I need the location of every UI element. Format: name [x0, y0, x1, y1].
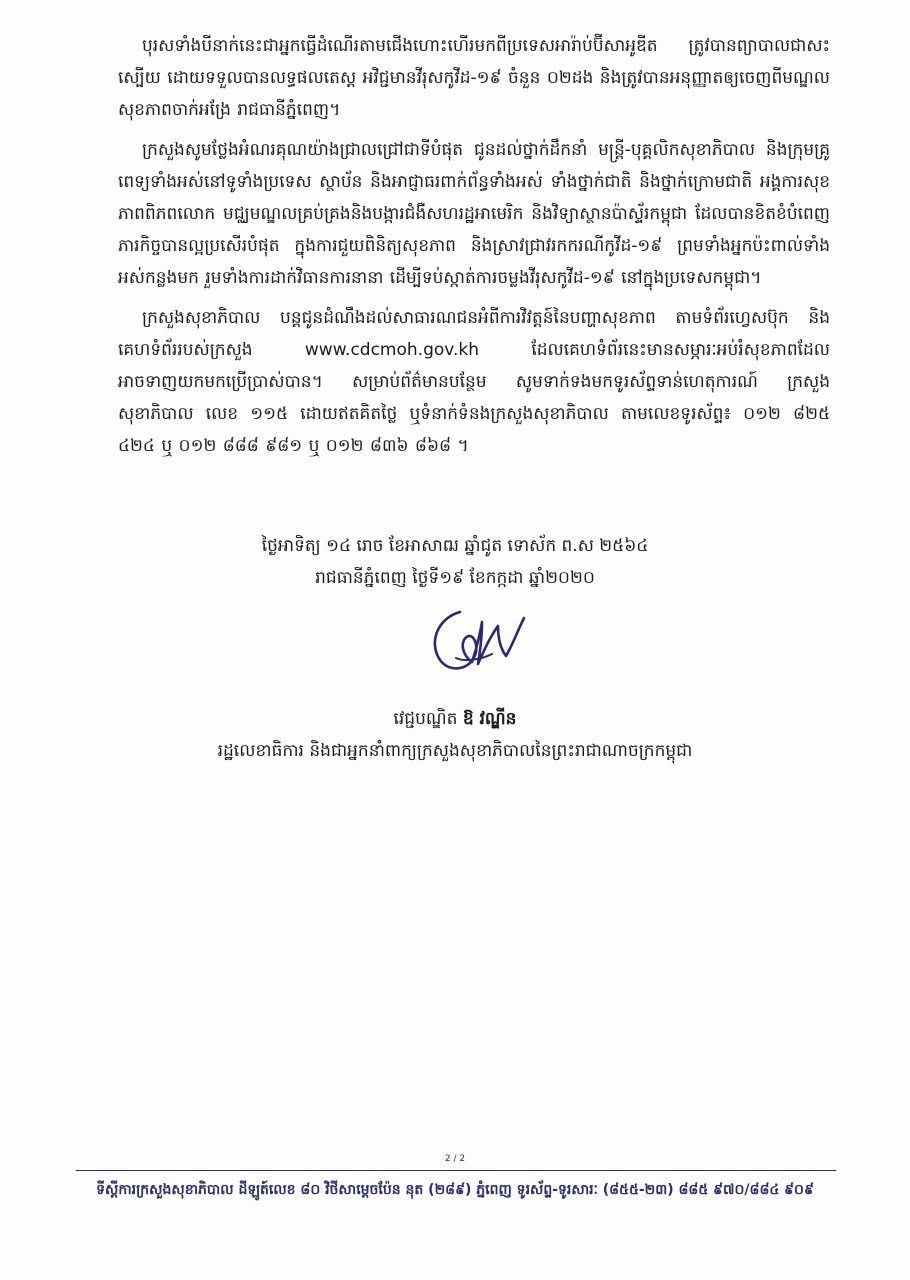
place-date-line: រាជធានីភ្នំពេញ ថ្ងៃទី១៩ ខែកក្កដា ឆ្នាំ២០២០	[315, 568, 595, 588]
lunar-date-line: ថ្ងៃអាទិត្យ ១៤ រោច ខែអាសាឍ ឆ្នាំជូត ទោស័ក ព.ស ២៥៦៤	[261, 536, 649, 556]
paragraph-acknowledgements: ក្រសួងសូមថ្លែងអំណរគុណយ៉ាងជ្រាលជ្រៅជាទីបំផុត ជូនដល់ថ្នាក់ដឹកនាំ មន្ត្រី-បុគ្គលិកសុខាភិបាល និងក្រុមគ្រូពេទ្យទាំងអស់នៅទូទាំងប្រទេស ស្ថាប័ន និងអាជ្ញាធរពាក់ព័ន្ធទាំងអស់ ទាំងថ្នាក់ជាតិ និងថ្នាក់ក្រោមជាតិ អង្គការសុខភាពពិភពលោក មជ្ឈមណ្ឌលគ្រប់គ្រងនិងបង្ការជំងឺសហរដ្ឋអាមេរិក និងវិទ្យាស្ថានប៉ាស្ទ័រកម្ពុជា ដែលបានខិតខំបំពេញភារកិច្ចបានល្អប្រសើរបំផុត ក្នុងការជួយពិនិត្យសុខភាព និងស្រាវជ្រាវរកករណីកូវីដ-១៩ ព្រមទាំងអ្នកប៉ះពាល់ទាំងអស់កន្លងមក រួមទាំងការដាក់វិធានការនានា ដើម្បីទប់ស្កាត់ការចម្លងវីរុសកូវីដ-១៩ នៅក្នុងប្រទេសកម្ពុជា។	[118, 139, 830, 289]
footer-address: ទីស្តីការក្រសួងសុខាភិបាល ដីឡូត៍លេខ ៨០ វិថីសាម្តេចប៉ែន នុត (២៨៩) ភ្នំពេញ ទូរស័ព្ទ-ទូរសារៈ (៨៥៥-២៣) ៨៨៥ ៩៧០/៨៨៤ ៩០៩	[96, 1182, 814, 1198]
signer-title: រដ្ឋលេខាធិការ និងជាអ្នកនាំពាក្យក្រសួងសុខាភិបាលនៃព្រះរាជាណាចក្រកម្ពុជា	[217, 741, 693, 761]
paragraph-public-information: ក្រសួងសុខាភិបាល បន្តជូនដំណឹងដល់សាធារណជនអំពីការវិវត្តន៍នៃបញ្ហាសុខភាព តាមទំព័រហ្វេសប៊ុក និងគេហទំព័ររបស់ក្រសួង www.cdcmoh.gov.kh ដែលគេហទំព័រនេះមានសម្ភារៈអប់រំសុខភាពដែលអាចទាញយកមកប្រើប្រាស់បាន។ សម្រាប់ព័ត៌មានបន្ថែម សូមទាក់ទងមកទូរស័ព្ទទាន់ហេតុការណ៍ ក្រសួងសុខាភិបាល លេខ ១១៥ ដោយឥតគិតថ្លៃ ឬទំនាក់ទំនងក្រសួងសុខាភិបាល តាមលេខទូរស័ព្ទ៖ ០១២ ៨២៥ ៤២៤ ឬ ០១២ ៨៨៨ ៩៨១ ឬ ០១២ ៨៣៦ ៨៦៨ ។	[118, 307, 830, 457]
page-number: 2 / 2	[444, 1154, 466, 1164]
signer-prefix: វេជ្ជបណ្ឌិត	[393, 709, 458, 729]
signer-full-name: ឱ វណ្ឌីន	[462, 709, 517, 729]
signer-name	[0, 704, 910, 734]
footer-divider	[76, 1170, 836, 1171]
handwritten-signature	[420, 600, 530, 680]
body-text	[118, 30, 830, 470]
paragraph-recovered-patients: បុរសទាំងបីនាក់នេះជាអ្នកធ្វើដំណើរតាមជើងហោះហើរមកពីប្រទេសអារ៉ាប់ប៊ីសាអូឌីត ត្រូវបានព្យាបាលជាសះស្បើយ ដោយទទួលបានលទ្ធផលតេស្ត អវិជ្ជមានវីរុសកូវីដ-១៩ ចំនួន ០២ដង និងត្រូវបានអនុញ្ញាតឲ្យចេញពីមណ្ឌលសុខភាពចាក់អង្រែ រាជធានីភ្នំពេញ។	[118, 36, 830, 121]
